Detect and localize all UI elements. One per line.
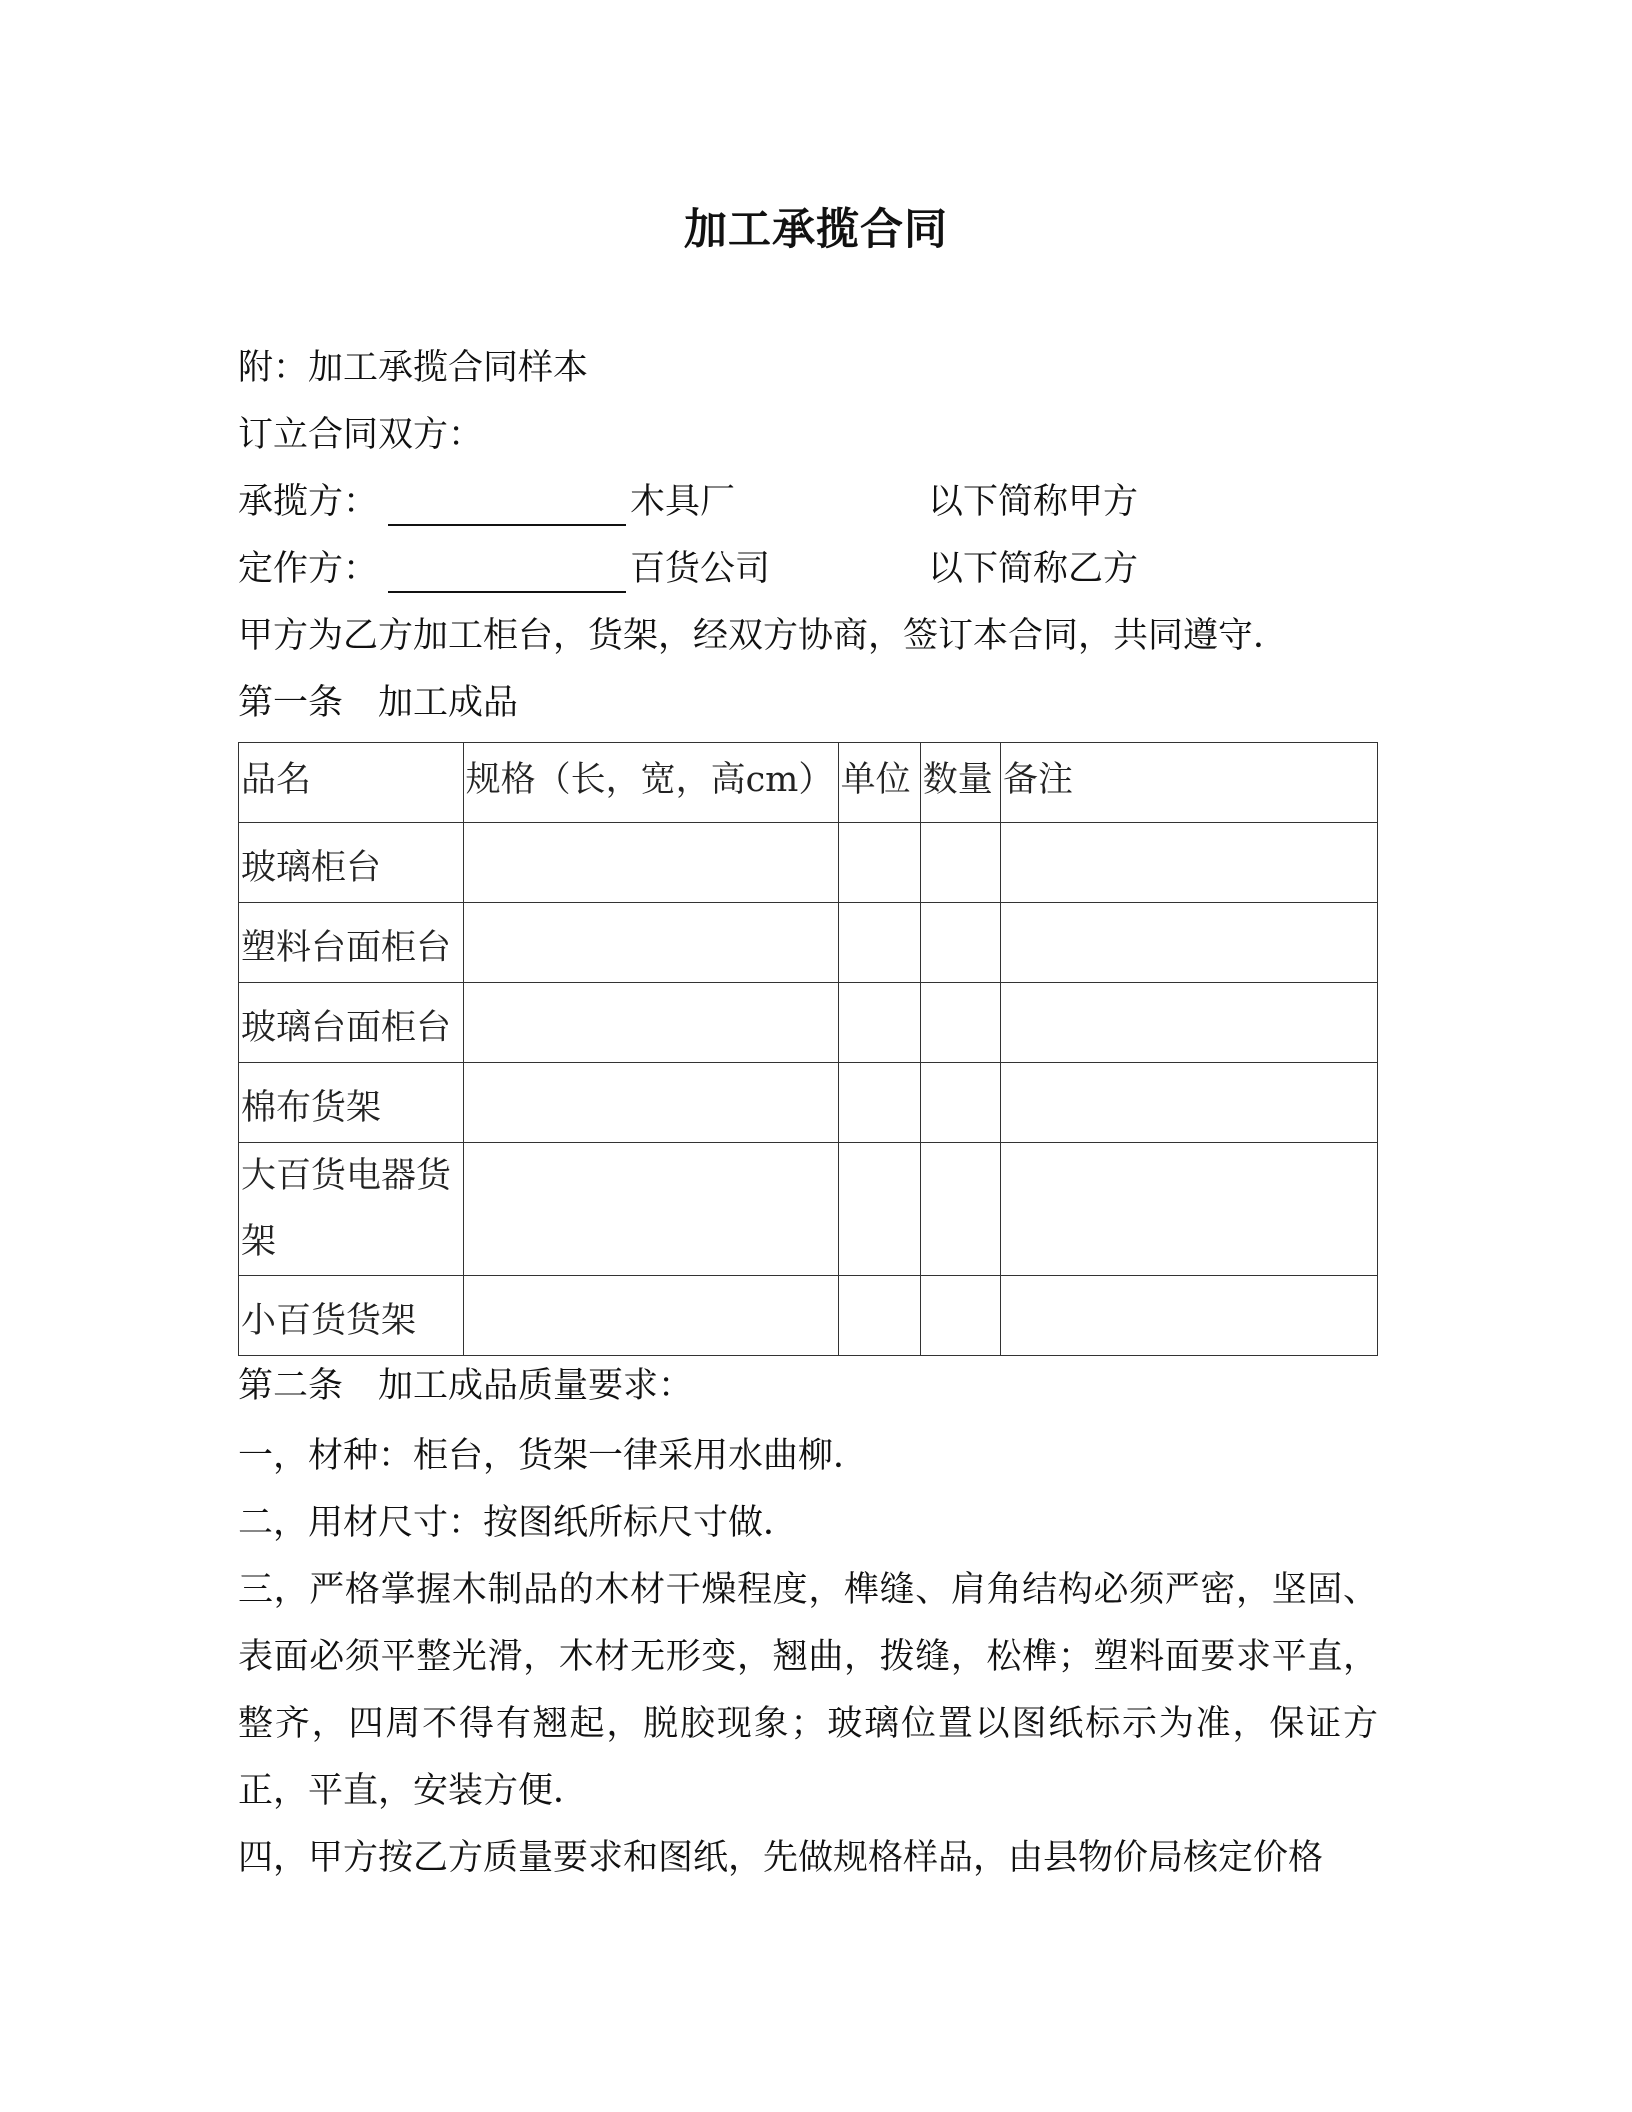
- orderer-abbr: 以下简称乙方: [928, 549, 1139, 589]
- quantity-cell: [920, 823, 1000, 903]
- table-row: [239, 903, 1378, 983]
- unit-cell: [838, 823, 920, 903]
- spec-cell: [463, 983, 838, 1063]
- unit-cell: [838, 1276, 920, 1356]
- table-row: [239, 1143, 1378, 1276]
- table-header-row: [239, 743, 1378, 823]
- article2-item: 二，用材尺寸：按图纸所标尺寸做．: [238, 1503, 799, 1543]
- orderer-line: [238, 545, 1138, 593]
- quantity-cell: [920, 983, 1000, 1063]
- spec-cell: [463, 1063, 838, 1143]
- remarks-cell: [1000, 1063, 1377, 1143]
- article1-heading: 第一条 加工成品: [238, 683, 519, 723]
- product-name-cell: 玻璃柜台: [239, 823, 464, 903]
- product-name-cell: 棉布货架: [239, 1063, 464, 1143]
- header-cell: 品名: [239, 743, 464, 823]
- unit-cell: [838, 1063, 920, 1143]
- attachment-line: 附：加工承揽合同样本: [238, 348, 589, 388]
- unit-cell: [838, 903, 920, 983]
- remarks-cell: [1000, 903, 1377, 983]
- contractor-name: 木具厂: [630, 482, 736, 522]
- contractor-label: 承揽方：: [238, 482, 379, 522]
- goods-table: [238, 742, 1378, 1356]
- header-cell: 规格（长，宽，高cm）: [463, 743, 838, 823]
- contractor-abbr: 以下简称甲方: [928, 482, 1139, 522]
- unit-cell: [838, 1143, 920, 1276]
- quantity-cell: [920, 1063, 1000, 1143]
- unit-cell: [838, 983, 920, 1063]
- quantity-cell: [920, 903, 1000, 983]
- quantity-cell: [920, 1143, 1000, 1276]
- spec-cell: [463, 1143, 838, 1276]
- table-row: [239, 823, 1378, 903]
- article2-item: 四，甲方按乙方质量要求和图纸，先做规格样品，由县物价局核定价格: [238, 1838, 1324, 1878]
- contractor-line: [238, 478, 1138, 526]
- article2-item: 一，材种：柜台，货架一律采用水曲柳．: [238, 1436, 869, 1476]
- spec-cell: [463, 903, 838, 983]
- product-name-cell: 小百货货架: [239, 1276, 464, 1356]
- contractor-blank: [388, 486, 626, 526]
- header-cell: 数量: [920, 743, 1000, 823]
- header-cell: 备注: [1000, 743, 1377, 823]
- remarks-cell: [1000, 823, 1377, 903]
- remarks-cell: [1000, 983, 1377, 1063]
- header-cell: 单位: [838, 743, 920, 823]
- product-name-cell: 大百货电器货架: [239, 1143, 464, 1276]
- orderer-blank: [388, 553, 626, 593]
- orderer-name: 百货公司: [630, 549, 771, 589]
- remarks-cell: [1000, 1143, 1377, 1276]
- spec-cell: [463, 1276, 838, 1356]
- remarks-cell: [1000, 1276, 1377, 1356]
- product-name-cell: 塑料台面柜台: [239, 903, 464, 983]
- table-row: [239, 983, 1378, 1063]
- product-name-cell: 玻璃台面柜台: [239, 983, 464, 1063]
- article2-heading: 第二条 加工成品质量要求：: [238, 1366, 694, 1406]
- table-row: [239, 1276, 1378, 1356]
- preamble: 甲方为乙方加工柜台，货架，经双方协商，签订本合同，共同遵守．: [238, 616, 1289, 656]
- table-row: [239, 1063, 1378, 1143]
- spec-cell: [463, 823, 838, 903]
- orderer-label: 定作方：: [238, 549, 379, 589]
- quantity-cell: [920, 1276, 1000, 1356]
- article2-item: 三，严格掌握木制品的木材干燥程度，榫缝、肩角结构必须严密，坚固、表面必须平整光滑，木材无形变，翘曲，拨缝，松榫；塑料面要求平直，整齐，四周不得有翘起，脱胶现象；玻璃位置以图纸标示为准，保证方正，平直，安装方便．: [238, 1570, 1378, 1811]
- contract-title: 加工承揽合同: [684, 205, 948, 255]
- parties-intro: 订立合同双方：: [238, 415, 484, 455]
